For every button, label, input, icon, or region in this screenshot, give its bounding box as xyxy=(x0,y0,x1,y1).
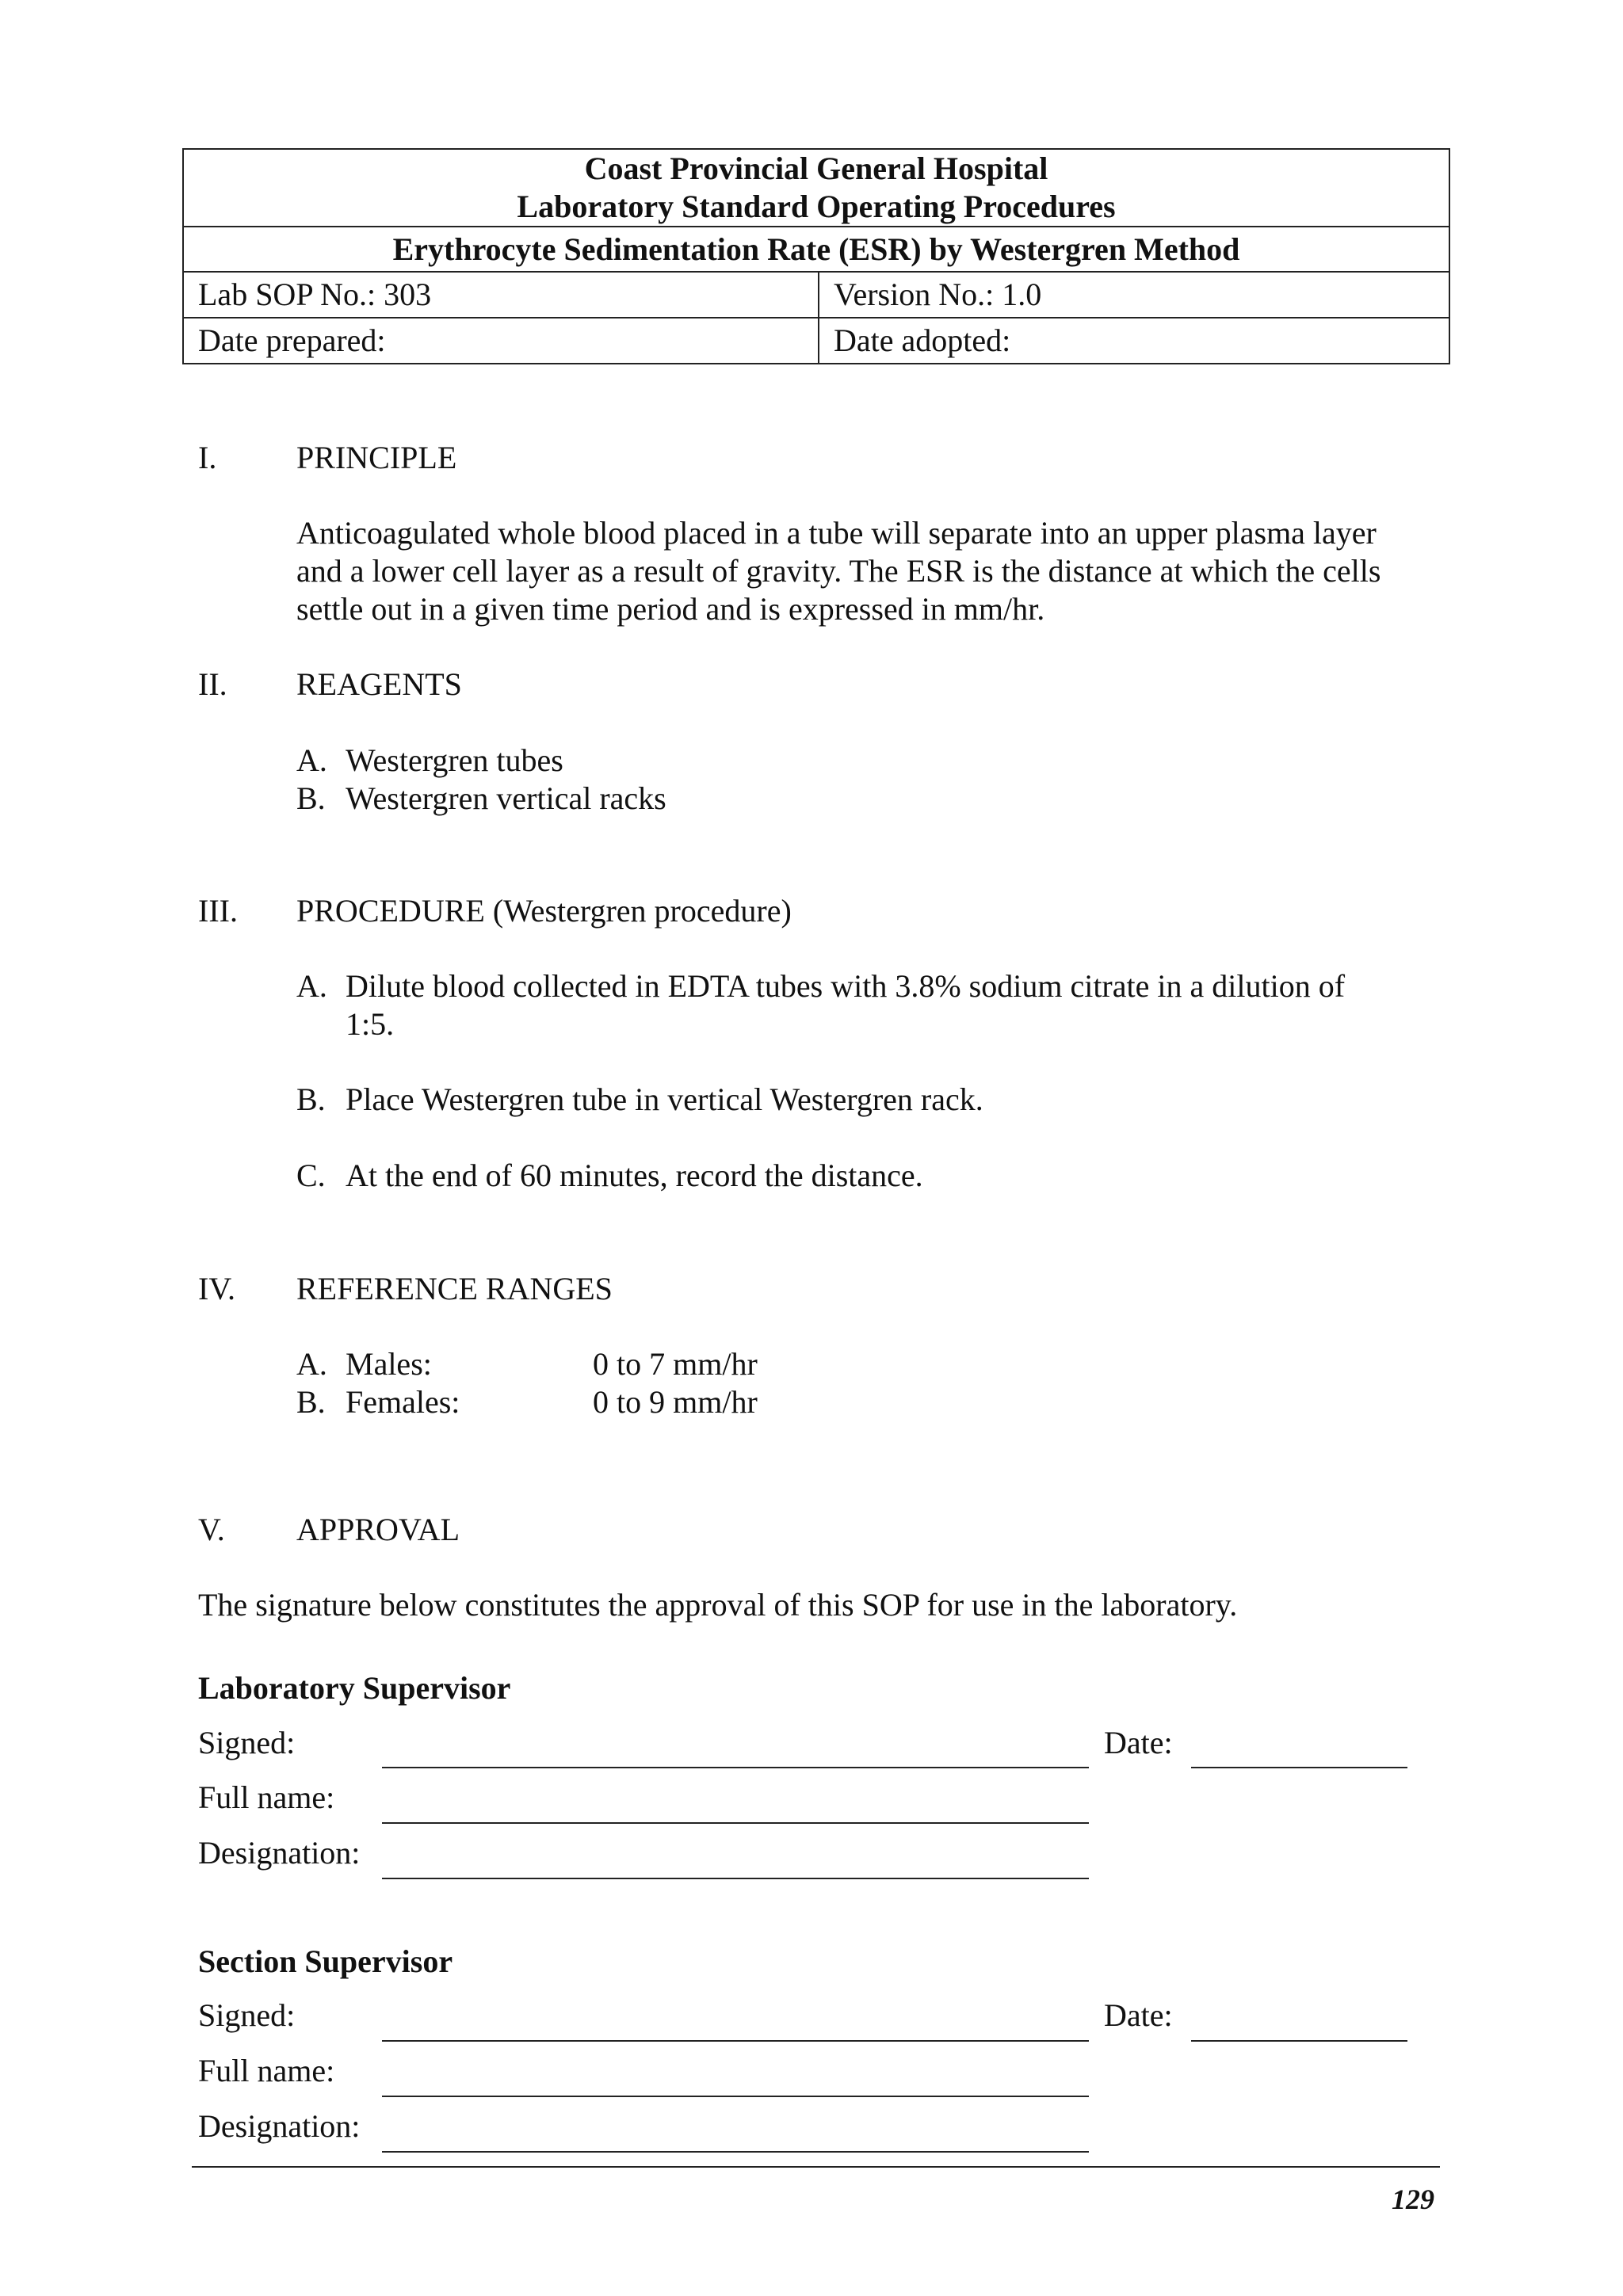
procedure-step-a-cont: 1:5. xyxy=(346,1006,395,1042)
section-heading-procedure: PROCEDURE (Westergren procedure) xyxy=(296,893,792,929)
section-number-principle: I. xyxy=(198,440,217,475)
version-number: Version No.: 1.0 xyxy=(819,272,1449,318)
sop-subtitle: Laboratory Standard Operating Procedures xyxy=(517,189,1116,224)
sop-header-table xyxy=(182,148,1450,364)
lab-date-label: Date: xyxy=(1104,1725,1173,1760)
section-date-line[interactable] xyxy=(1191,2040,1407,2042)
section-heading-approval: APPROVAL xyxy=(296,1512,460,1547)
section-supervisor-heading: Section Supervisor xyxy=(198,1943,453,1979)
lab-signed-label: Signed: xyxy=(198,1725,296,1760)
section-number-procedure: III. xyxy=(198,893,238,929)
lab-fullname-label: Full name: xyxy=(198,1779,335,1815)
reference-letter-b: B. xyxy=(296,1384,326,1420)
section-date-label: Date: xyxy=(1104,1997,1173,2033)
principle-line-1: Anticoagulated whole blood placed in a tube will separate into an upper plasma layer xyxy=(296,515,1377,551)
procedure-letter-a: A. xyxy=(296,968,327,1004)
reagent-letter-a: A. xyxy=(296,742,327,778)
footer-rule xyxy=(192,2166,1440,2168)
lab-supervisor-heading: Laboratory Supervisor xyxy=(198,1670,511,1706)
section-number-reference: IV. xyxy=(198,1271,236,1306)
section-designation-label: Designation: xyxy=(198,2108,361,2144)
procedure-letter-b: B. xyxy=(296,1081,326,1117)
lab-date-line[interactable] xyxy=(1191,1767,1407,1768)
reference-value-females: 0 to 9 mm/hr xyxy=(593,1384,758,1420)
reagent-item-b: Westergren vertical racks xyxy=(346,780,666,816)
section-heading-reference: REFERENCE RANGES xyxy=(296,1271,613,1306)
lab-designation-line[interactable] xyxy=(382,1878,1089,1879)
date-adopted: Date adopted: xyxy=(819,318,1449,364)
procedure-step-a: Dilute blood collected in EDTA tubes with 3.8% sodium citrate in a dilution of xyxy=(346,968,1346,1004)
sop-number: Lab SOP No.: 303 xyxy=(183,272,819,318)
procedure-title: Erythrocyte Sedimentation Rate (ESR) by Westergren Method xyxy=(183,227,1449,272)
date-prepared: Date prepared: xyxy=(183,318,819,364)
section-fullname-line[interactable] xyxy=(382,2096,1089,2097)
approval-statement: The signature below constitutes the approval of this SOP for use in the laboratory. xyxy=(198,1587,1238,1623)
page-number: 129 xyxy=(1392,2183,1434,2215)
section-signed-label: Signed: xyxy=(198,1997,296,2033)
reagent-letter-b: B. xyxy=(296,780,326,816)
reagent-item-a: Westergren tubes xyxy=(346,742,563,778)
principle-line-2: and a lower cell layer as a result of gravity. The ESR is the distance at which the cells xyxy=(296,553,1381,589)
lab-fullname-line[interactable] xyxy=(382,1822,1089,1824)
section-number-approval: V. xyxy=(198,1512,225,1547)
section-heading-principle: PRINCIPLE xyxy=(296,440,457,475)
hospital-name: Coast Provincial General Hospital xyxy=(584,151,1048,186)
reference-label-males: Males: xyxy=(346,1346,432,1382)
section-signed-line[interactable] xyxy=(382,2040,1089,2042)
procedure-step-b: Place Westergren tube in vertical Westergren rack. xyxy=(346,1081,983,1117)
lab-signed-line[interactable] xyxy=(382,1767,1089,1768)
section-designation-line[interactable] xyxy=(382,2151,1089,2153)
reference-label-females: Females: xyxy=(346,1384,460,1420)
header-title-cell xyxy=(183,149,1449,227)
reference-letter-a: A. xyxy=(296,1346,327,1382)
procedure-step-c: At the end of 60 minutes, record the distance. xyxy=(346,1158,923,1193)
section-heading-reagents: REAGENTS xyxy=(296,666,462,702)
lab-designation-label: Designation: xyxy=(198,1835,361,1871)
procedure-letter-c: C. xyxy=(296,1158,326,1193)
principle-line-3: settle out in a given time period and is expressed in mm/hr. xyxy=(296,591,1045,627)
section-fullname-label: Full name: xyxy=(198,2053,335,2088)
section-number-reagents: II. xyxy=(198,666,227,702)
reference-value-males: 0 to 7 mm/hr xyxy=(593,1346,758,1382)
